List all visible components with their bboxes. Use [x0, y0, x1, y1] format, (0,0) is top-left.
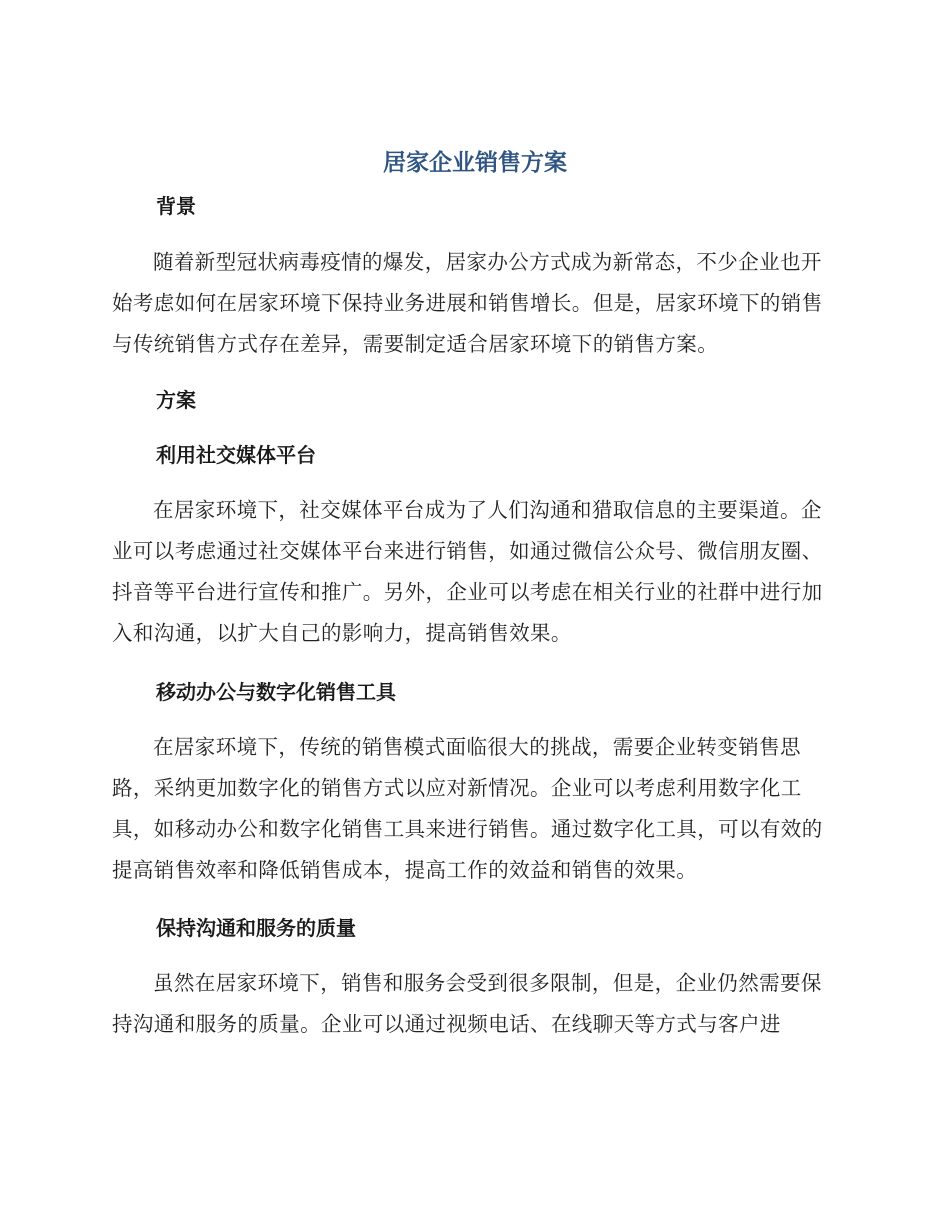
paragraph-social-media: 在居家环境下，社交媒体平台成为了人们沟通和猎取信息的主要渠道。企业可以考虑通过社交媒体平台来进行销售，如通过微信公众号、微信朋友圈、抖音等平台进行宣传和推广。另外，企业可以考虑在相关行业的社群中进行加入和沟通，以扩大自己的影响力，提高销售效果。	[112, 498, 823, 645]
paragraph-mobile-digital: 在居家环境下，传统的销售模式面临很大的挑战，需要企业转变销售思路，采纳更加数字化的销售方式以应对新情况。企业可以考虑利用数字化工具，如移动办公和数字化销售工具来进行销售。通过数字化工具，可以有效的提高销售效率和降低销售成本，提高工作的效益和销售的效果。	[112, 735, 823, 882]
section-heading-social-media: 利用社交媒体平台	[156, 443, 316, 467]
section-heading-service-quality: 保持沟通和服务的质量	[156, 916, 356, 940]
paragraph-service-quality: 虽然在居家环境下，销售和服务会受到很多限制，但是，企业仍然需要保持沟通和服务的质量。企业可以通过视频电话、在线聊天等方式与客户进	[112, 971, 822, 1036]
section-heading-mobile-digital: 移动办公与数字化销售工具	[156, 680, 396, 704]
document-title: 居家企业销售方案	[383, 150, 567, 176]
section-heading-plan: 方案	[156, 388, 196, 412]
paragraph-background: 随着新型冠状病毒疫情的爆发，居家办公方式成为新常态，不少企业也开始考虑如何在居家环境下保持业务进展和销售增长。但是，居家环境下的销售与传统销售方式存在差异，需要制定适合居家环境下的销售方案。	[112, 250, 823, 356]
section-heading-background: 背景	[156, 194, 196, 218]
